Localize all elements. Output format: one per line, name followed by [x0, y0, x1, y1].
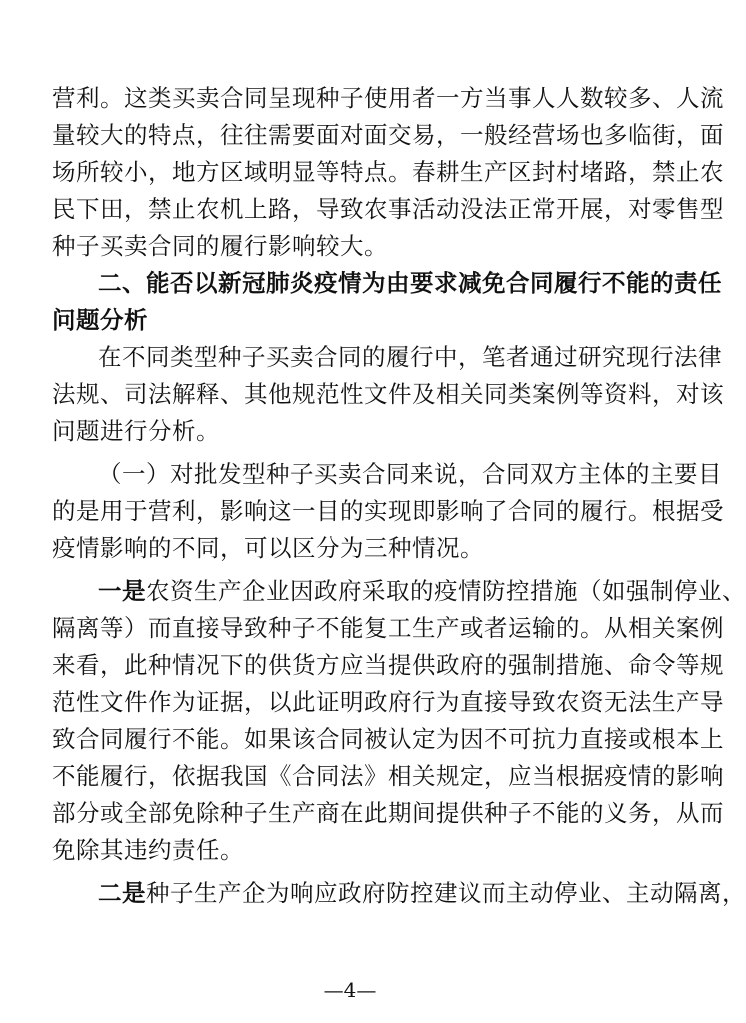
text-line: 部分或全部免除种子生产商在此期间提供种子不能的义务，从而	[52, 799, 724, 827]
text-line: 隔离等）而直接导致种子不能复工生产或者运输的。从相关案例	[52, 614, 724, 642]
text-line: 营利。这类买卖合同呈现种子使用者一方当事人人数较多、人流	[52, 84, 724, 112]
page-number: —4—	[323, 978, 377, 1002]
text-line	[52, 573, 746, 610]
lead-label: 一是	[98, 577, 146, 605]
text-line: 致合同履行不能。如果该合同被认定为因不可抗力直接或根本上	[52, 725, 724, 753]
text-line: 问题进行分析。	[52, 417, 220, 445]
text-line: 在不同类型种子买卖合同的履行中，笔者通过研究现行法律	[98, 343, 722, 371]
paragraph-intro	[52, 339, 724, 450]
paragraph-case-one	[52, 573, 746, 869]
text-fragment: 农资生产企业因政府采取的疫情防控措施（如强制停业、	[146, 577, 746, 605]
text-line: 种子买卖合同的履行影响较大。	[52, 232, 388, 260]
text-line: 民下田，禁止农机上路，导致农事活动没法正常开展，对零售型	[52, 195, 724, 223]
text-line: （一）对批发型种子买卖合同来说，合同双方主体的主要目	[98, 460, 722, 488]
lead-label: 二是	[98, 879, 146, 907]
text-line: 来看，此种情况下的供货方应当提供政府的强制措施、命令等规	[52, 651, 724, 679]
text-line: 场所较小，地方区域明显等特点。春耕生产区封村堵路，禁止农	[52, 158, 724, 186]
text-line: 范性文件作为证据，以此证明政府行为直接导致农资无法生产导	[52, 688, 724, 716]
text-line: 不能履行，依据我国《合同法》相关规定，应当根据疫情的影响	[52, 762, 724, 790]
paragraph-case-two	[52, 875, 746, 912]
text-line	[52, 875, 746, 912]
text-line: 疫情影响的不同，可以区分为三种情况。	[52, 534, 484, 562]
text-fragment: 种子生产企为响应政府防控建议而主动停业、主动隔离，	[146, 879, 746, 907]
heading-line: 问题分析	[52, 306, 148, 334]
paragraph-subsection-one	[52, 456, 724, 567]
text-line: 法规、司法解释、其他规范性文件及相关同类案例等资料，对该	[52, 380, 724, 408]
heading-line: 二、能否以新冠肺炎疫情为由要求减免合同履行不能的责任	[98, 269, 722, 297]
text-line: 免除其违约责任。	[52, 836, 244, 864]
section-heading	[52, 265, 722, 339]
text-line: 量较大的特点，往往需要面对面交易，一般经营场也多临街，面	[52, 121, 724, 149]
document-page	[52, 80, 746, 912]
paragraph-continuation	[52, 80, 724, 265]
text-line: 的是用于营利，影响这一目的实现即影响了合同的履行。根据受	[52, 497, 724, 525]
